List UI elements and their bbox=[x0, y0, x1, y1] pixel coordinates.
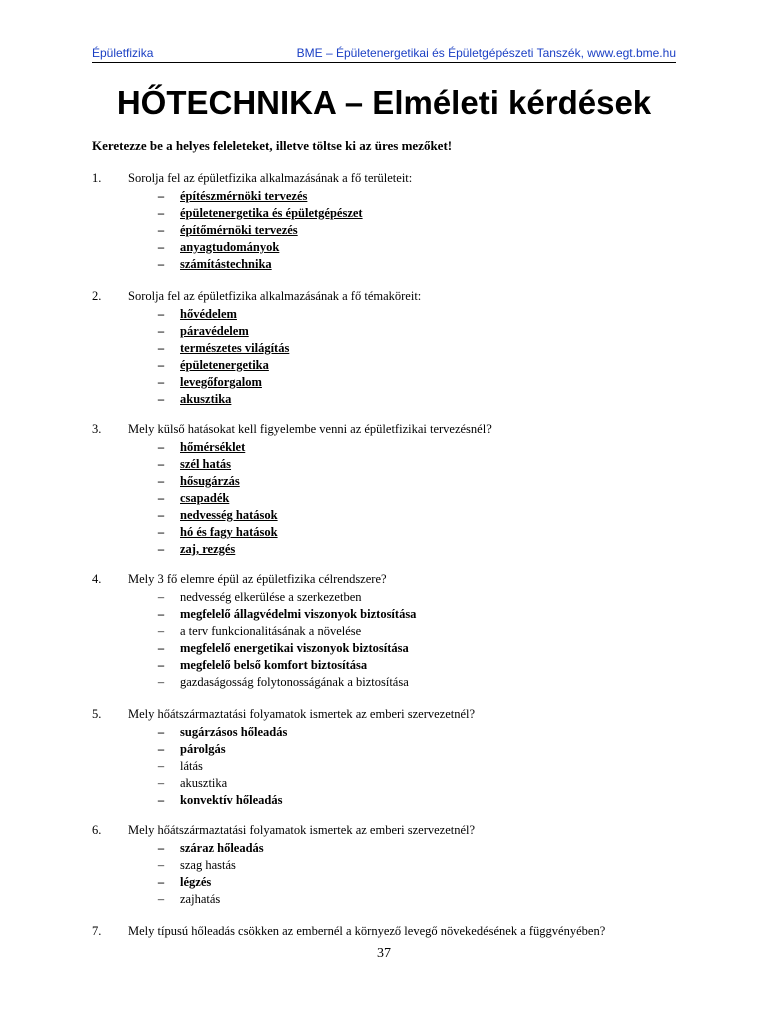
dash-bullet-icon: – bbox=[157, 525, 165, 539]
answer-text: hővédelem bbox=[180, 307, 237, 321]
dash-bullet-icon: – bbox=[157, 508, 165, 522]
page-header bbox=[92, 44, 676, 63]
answer-text: nedvesség hatások bbox=[180, 508, 278, 522]
dash-bullet-icon: – bbox=[157, 324, 165, 338]
question-number: 4. bbox=[92, 572, 102, 586]
question-text: Sorolja fel az épületfizika alkalmazásának a fő témaköreit: bbox=[128, 289, 422, 303]
question-text: Mely külső hatásokat kell figyelembe venni az épületfizikai tervezésnél? bbox=[128, 422, 492, 436]
dash-bullet-icon: – bbox=[157, 793, 165, 807]
answer-text: anyagtudományok bbox=[180, 240, 280, 254]
dash-bullet-icon: – bbox=[157, 590, 165, 604]
question-number: 6. bbox=[92, 823, 102, 837]
answer-text: épületenergetika és épületgépészet bbox=[180, 206, 363, 220]
dash-bullet-icon: – bbox=[157, 491, 165, 505]
question-text: Mely 3 fő elemre épül az épületfizika célrendszere? bbox=[128, 572, 387, 586]
question-text: Sorolja fel az épületfizika alkalmazásának a fő területeit: bbox=[128, 171, 413, 185]
answer-text: nedvesség elkerülése a szerkezetben bbox=[180, 590, 362, 604]
answer-text: zaj, rezgés bbox=[180, 542, 236, 556]
dash-bullet-icon: – bbox=[157, 206, 165, 220]
dash-bullet-icon: – bbox=[157, 624, 165, 638]
question-text: Mely típusú hőleadás csökken az embernél a környező levegő növekedésének a függvényében? bbox=[128, 924, 606, 938]
answer-text: a terv funkcionalitásának a növelése bbox=[180, 624, 362, 638]
dash-bullet-icon: – bbox=[157, 440, 165, 454]
answer-text: zajhatás bbox=[180, 892, 221, 906]
header-subject: Épületfizika bbox=[92, 46, 154, 60]
header-department: BME – Épületenergetikai és Épületgépészeti Tanszék, www.egt.bme.hu bbox=[296, 46, 676, 60]
question-number: 5. bbox=[92, 707, 102, 721]
answer-text: szag hastás bbox=[180, 858, 236, 872]
dash-bullet-icon: – bbox=[157, 675, 165, 689]
dash-bullet-icon: – bbox=[157, 742, 165, 756]
dash-bullet-icon: – bbox=[157, 858, 165, 872]
page-number: 37 bbox=[377, 946, 391, 961]
answer-text: párolgás bbox=[180, 742, 226, 756]
answer-text: hőmérséklet bbox=[180, 440, 246, 454]
answer-text: épületenergetika bbox=[180, 358, 269, 372]
dash-bullet-icon: – bbox=[157, 341, 165, 355]
question-number: 1. bbox=[92, 171, 102, 185]
answer-text: természetes világítás bbox=[180, 341, 290, 355]
answer-text: konvektív hőleadás bbox=[180, 793, 283, 807]
dash-bullet-icon: – bbox=[157, 457, 165, 471]
answer-text: megfelelő állagvédelmi viszonyok biztosítása bbox=[180, 607, 417, 621]
dash-bullet-icon: – bbox=[157, 776, 165, 790]
dash-bullet-icon: – bbox=[157, 307, 165, 321]
dash-bullet-icon: – bbox=[157, 892, 165, 906]
answer-text: gazdaságosság folytonosságának a biztosítása bbox=[180, 675, 409, 689]
answer-text: páravédelem bbox=[180, 324, 249, 338]
dash-bullet-icon: – bbox=[157, 607, 165, 621]
dash-bullet-icon: – bbox=[157, 641, 165, 655]
answer-text: sugárzásos hőleadás bbox=[180, 725, 288, 739]
question-number: 7. bbox=[92, 924, 102, 938]
question-text: Mely hőátszármaztatási folyamatok ismertek az emberi szervezetnél? bbox=[128, 707, 476, 721]
question-number: 2. bbox=[92, 289, 102, 303]
answer-text: számítástechnika bbox=[180, 257, 272, 271]
dash-bullet-icon: – bbox=[157, 759, 165, 773]
dash-bullet-icon: – bbox=[157, 725, 165, 739]
page-title: HŐTECHNIKA – Elméleti kérdések bbox=[116, 84, 652, 121]
dash-bullet-icon: – bbox=[157, 240, 165, 254]
instruction-text: Keretezze be a helyes feleleteket, illetve töltse ki az üres mezőket! bbox=[92, 138, 453, 153]
answer-text: megfelelő energetikai viszonyok biztosítása bbox=[180, 641, 409, 655]
dash-bullet-icon: – bbox=[157, 257, 165, 271]
question-number: 3. bbox=[92, 422, 102, 436]
dash-bullet-icon: – bbox=[157, 875, 165, 889]
answer-text: szél hatás bbox=[180, 457, 232, 471]
question-text: Mely hőátszármaztatási folyamatok ismertek az emberi szervezetnél? bbox=[128, 823, 476, 837]
dash-bullet-icon: – bbox=[157, 474, 165, 488]
answer-text: légzés bbox=[180, 875, 212, 889]
answer-text: építészmérnöki tervezés bbox=[180, 189, 308, 203]
dash-bullet-icon: – bbox=[157, 375, 165, 389]
answer-text: építőmérnöki tervezés bbox=[180, 223, 298, 237]
answer-text: akusztika bbox=[180, 392, 232, 406]
dash-bullet-icon: – bbox=[157, 841, 165, 855]
answer-text: száraz hőleadás bbox=[180, 841, 264, 855]
answer-text: csapadék bbox=[180, 491, 230, 505]
answer-text: hősugárzás bbox=[180, 474, 240, 488]
answer-text: megfelelő belső komfort biztosítása bbox=[180, 658, 368, 672]
dash-bullet-icon: – bbox=[157, 392, 165, 406]
dash-bullet-icon: – bbox=[157, 542, 165, 556]
answer-text: hó és fagy hatások bbox=[180, 525, 278, 539]
answer-text: akusztika bbox=[180, 776, 228, 790]
answer-text: látás bbox=[180, 759, 203, 773]
dash-bullet-icon: – bbox=[157, 223, 165, 237]
answer-text: levegőforgalom bbox=[180, 375, 262, 389]
dash-bullet-icon: – bbox=[157, 189, 165, 203]
dash-bullet-icon: – bbox=[157, 358, 165, 372]
dash-bullet-icon: – bbox=[157, 658, 165, 672]
